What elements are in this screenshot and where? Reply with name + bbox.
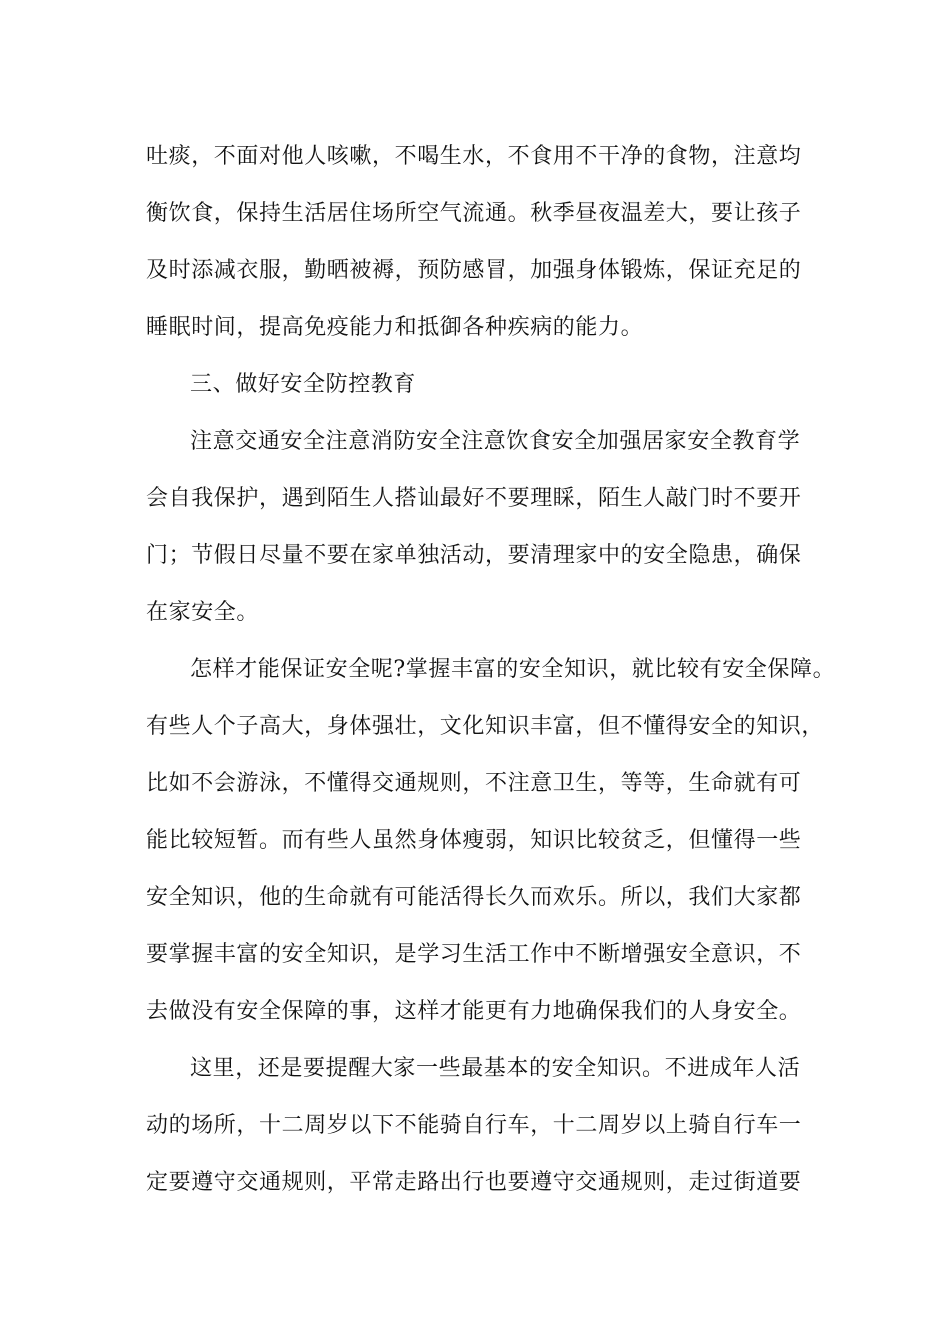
paragraph-first-line: 注意交通安全注意消防安全注意饮食安全加强居家安全教育学 (190, 429, 801, 454)
text-line: 去做没有安全保障的事，这样才能更有力地确保我们的人身安全。 (146, 999, 802, 1024)
text-line: 动的场所，十二周岁以下不能骑自行车，十二周岁以上骑自行车一 (146, 1113, 802, 1138)
text-line: 有些人个子高大，身体强壮，文化知识丰富，但不懂得安全的知识， (146, 714, 825, 739)
section-heading: 三、做好安全防控教育 (190, 372, 417, 397)
text-line: 门；节假日尽量不要在家单独活动，要清理家中的安全隐患，确保 (146, 543, 802, 568)
text-line: 定要遵守交通规则，平常走路出行也要遵守交通规则，走过街道要 (146, 1170, 802, 1195)
text-line: 会自我保护，遇到陌生人搭讪最好不要理睬，陌生人敲门时不要开 (146, 486, 802, 511)
text-line: 吐痰，不面对他人咳嗽，不喝生水，不食用不干净的食物，注意均 (146, 144, 802, 169)
text-line: 衡饮食，保持生活居住场所空气流通。秋季昼夜温差大，要让孩子 (146, 201, 802, 226)
text-line: 要掌握丰富的安全知识，是学习生活工作中不断增强安全意识，不 (146, 942, 802, 967)
text-line: 睡眠时间，提高免疫能力和抵御各种疾病的能力。 (146, 315, 644, 340)
paragraph-first-line: 怎样才能保证安全呢?掌握丰富的安全知识，就比较有安全保障。 (190, 657, 836, 682)
text-line: 能比较短暂。而有些人虽然身体瘦弱，知识比较贫乏，但懂得一些 (146, 828, 802, 853)
paragraph-first-line: 这里，还是要提醒大家一些最基本的安全知识。不进成年人活 (190, 1056, 801, 1081)
document-body (146, 128, 836, 1211)
text-line: 及时添减衣服，勤晒被褥，预防感冒，加强身体锻炼，保证充足的 (146, 258, 802, 283)
text-line: 安全知识，他的生命就有可能活得长久而欢乐。所以，我们大家都 (146, 885, 802, 910)
text-line: 在家安全。 (146, 600, 260, 625)
text-line: 比如不会游泳，不懂得交通规则，不注意卫生，等等，生命就有可 (146, 771, 802, 796)
